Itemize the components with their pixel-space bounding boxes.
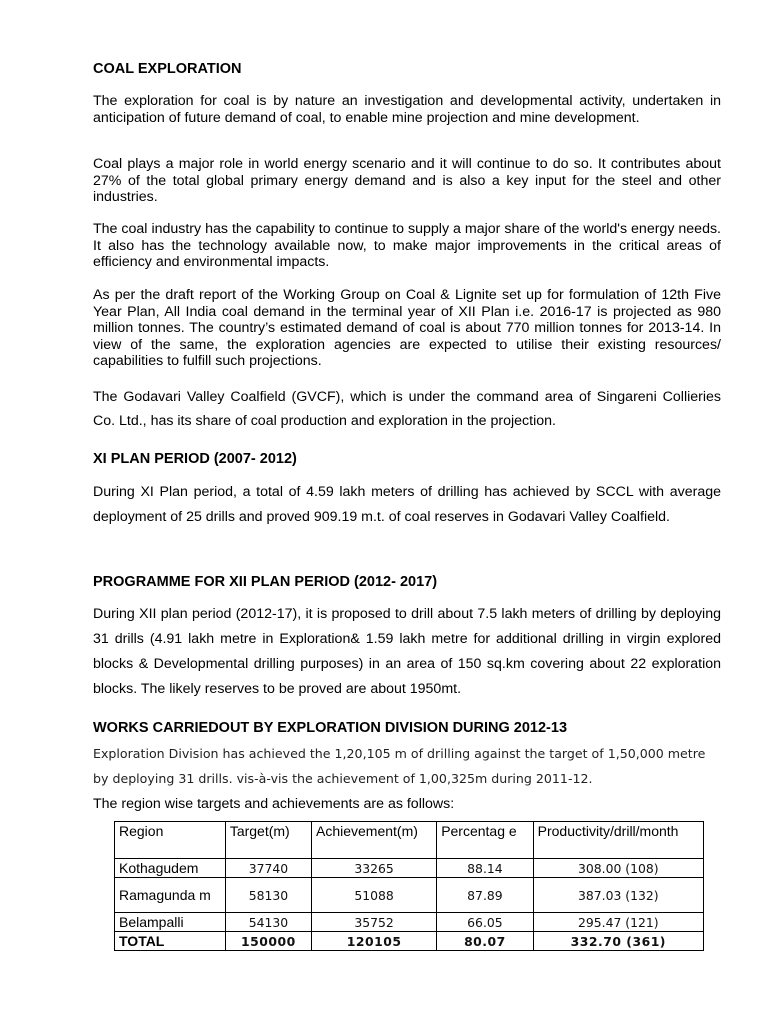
table-row [115, 878, 704, 913]
table-cell: 54130 [225, 913, 311, 932]
heading-works-carried-out: WORKS CARRIEDOUT BY EXPLORATION DIVISION DURING 2012-13 [93, 720, 568, 736]
table-cell: 88.14 [437, 859, 533, 878]
paragraph-3: The coal industry has the capability to continue to supply a major share of the world's energy needs. It also has the technology available now, to make major improvements in the critical areas of efficiency and environmental impacts. [93, 221, 721, 270]
heading-xii-programme: PROGRAMME FOR XII PLAN PERIOD (2012- 2017) [93, 574, 438, 590]
table-cell: 35752 [312, 913, 437, 932]
heading-coal-exploration: COAL EXPLORATION [93, 61, 242, 77]
paragraph-6: During XI Plan period, a total of 4.59 lakh meters of drilling has achieved by SCCL with average deployment of 25 drills and proved 909.19 m.t. of coal reserves in Godavari Valley Coalfield. [93, 484, 721, 525]
table-header-cell: Target(m) [225, 822, 311, 859]
table-cell: 332.70 (361) [533, 932, 703, 951]
table-cell: Ramagunda m [115, 878, 226, 913]
table-cell: Kothagudem [115, 859, 226, 878]
paragraph-4: As per the draft report of the Working Group on Coal & Lignite set up for formulation of 12th Five Year Plan, All India coal demand in the terminal year of XII Plan i.e. 2016-17 is projected as 980 million tonnes. The country’s estimated demand of coal is about 770 million tonnes for 2013-14. In view of the same, the exploration agencies are expected to utilise their existing resources/ capabilities to fulfill such projections. [93, 287, 721, 369]
table-row [115, 913, 704, 932]
table-cell: 308.00 (108) [533, 859, 703, 878]
table-cell: 87.89 [437, 878, 533, 913]
table-cell: 80.07 [437, 932, 533, 951]
table-cell: 295.47 (121) [533, 913, 703, 932]
table-cell: 33265 [312, 859, 437, 878]
table-total-row [115, 932, 704, 951]
table-cell: 387.03 (132) [533, 878, 703, 913]
table-cell: 120105 [312, 932, 437, 951]
table-cell: 58130 [225, 878, 311, 913]
table-header-row [115, 822, 704, 859]
region-targets-table [114, 821, 704, 951]
table-cell: 51088 [312, 878, 437, 913]
table-header-cell: Region [115, 822, 226, 859]
table-header-cell: Achievement(m) [312, 822, 437, 859]
table-cell: 37740 [225, 859, 311, 878]
paragraph-2: Coal plays a major role in world energy scenario and it will continue to do so. It contributes about 27% of the total global primary energy demand and is also a key input for the steel and other industries. [93, 156, 721, 205]
table-cell: TOTAL [115, 932, 226, 951]
paragraph-8: Exploration Division has achieved the 1,20,105 m of drilling against the target of 1,50,000 metre by deploying 31 drills. vis-à-vis the achievement of 1,00,325m during 2011-12. [93, 746, 706, 786]
table-header-cell: Productivity/drill/month [533, 822, 703, 859]
table-cell: 150000 [225, 932, 311, 951]
paragraph-5: The Godavari Valley Coalfield (GVCF), which is under the command area of Singareni Collieries Co. Ltd., has its share of coal production and exploration in the projection. [93, 389, 721, 429]
table-header-cell: Percentag e [437, 822, 533, 859]
paragraph-9: The region wise targets and achievements are as follows: [93, 796, 455, 812]
table-row [115, 859, 704, 878]
table-cell: 66.05 [437, 913, 533, 932]
paragraph-7: During XII plan period (2012-17), it is proposed to drill about 7.5 lakh meters of drilling by deploying 31 drills (4.91 lakh metre in Exploration& 1.59 lakh metre for additional drilling in virgin explored blocks & Developmental drilling purposes) in an area of 150 sq.km covering about 22 exploration blocks. The likely reserves to be proved are about 1950mt. [93, 606, 721, 697]
table-cell: Belampalli [115, 913, 226, 932]
paragraph-1: The exploration for coal is by nature an investigation and developmental activity, undertaken in anticipation of future demand of coal, to enable mine projection and mine development. [93, 93, 721, 126]
heading-xi-plan: XI PLAN PERIOD (2007- 2012) [93, 451, 297, 467]
